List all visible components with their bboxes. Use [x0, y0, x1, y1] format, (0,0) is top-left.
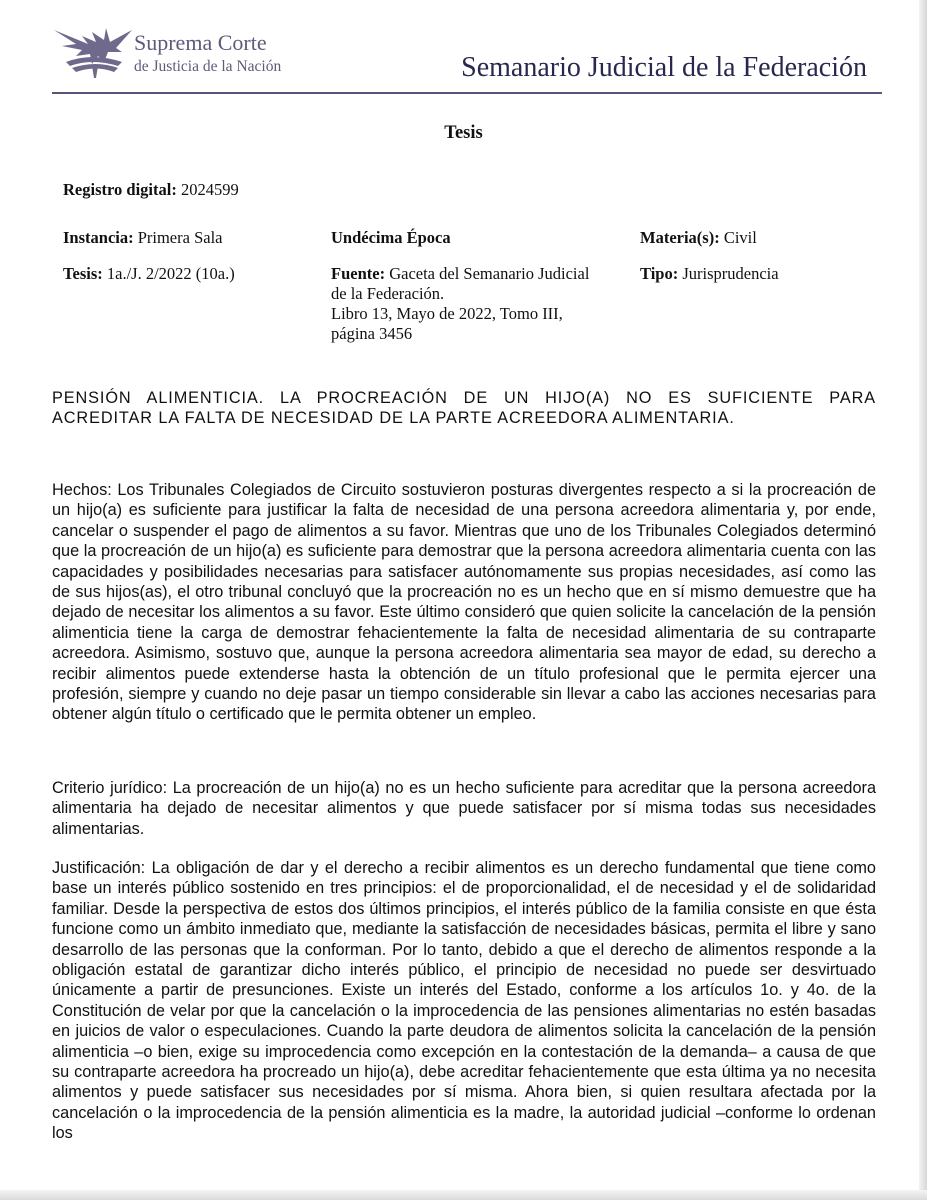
registro-field	[63, 180, 239, 200]
instancia-label: Instancia:	[63, 228, 134, 247]
org-subname: de Justicia de la Nación	[134, 58, 282, 75]
epoca-field	[331, 228, 451, 248]
instancia-field	[63, 228, 222, 248]
page-edge-shadow	[919, 0, 927, 1200]
tesis-field	[63, 264, 235, 284]
materia-label: Materia(s):	[640, 228, 720, 247]
fuente-value-line3: Libro 13, Mayo de 2022, Tomo III,	[331, 304, 563, 323]
thesis-headline: PENSIÓN ALIMENTICIA. LA PROCREACIÓN DE UN HIJO(A) NO ES SUFICIENTE PARA ACREDITAR LA FALTA DE NECESIDAD DE LA PARTE ACREEDORA ALIMENTARIA.	[52, 389, 876, 427]
registro-value: 2024599	[180, 180, 239, 199]
tipo-field	[640, 264, 779, 284]
fuente-label: Fuente:	[331, 264, 386, 283]
eagle-seal-icon	[52, 22, 142, 80]
tesis-value: 1a./J. 2/2022 (10a.)	[106, 264, 235, 283]
epoca-label: Undécima Época	[331, 228, 451, 247]
header-divider	[52, 92, 882, 94]
org-name: Suprema Corte	[134, 30, 267, 55]
registro-label: Registro digital:	[63, 180, 177, 199]
hechos-paragraph: Hechos: Los Tribunales Colegiados de Circuito sostuvieron posturas divergentes respecto a si la procreación de un hijo(a) es suficiente para justificar la falta de necesidad de una persona acreedora alimentaria y, por ende, cancelar o suspender el pago de alimentos a su favor. Mientras que uno de los Tribunales Colegiados determinó que la procreación de un hijo(a) es suficiente para demostrar que la persona acreedora alimentaria cuenta con las capacidades y posibilidades necesarias para satisfacer autónomamente sus propias necesidades, así como las de sus hijos(as), el otro tribunal concluyó que la procreación no es un hecho que en sí mismo demuestre que ha dejado de necesitar los alimentos a su favor. Este último consideró que quien solicite la cancelación de la pensión alimenticia tiene la carga de demostrar fehacientemente la falta de necesidad alimentaria de su contraparte acreedora. Asimismo, sostuvo que, aunque la persona acreedora alimentaria sea mayor de edad, su derecho a recibir alimentos puede extenderse hasta la obtención de un título profesional que le permita ejercer una profesión, siempre y cuando no deje pasar un tiempo considerable sin llevar a cabo las acciones necesarias para obtener algún título o certificado que le permita obtener un empleo.	[52, 481, 876, 724]
document-type-title: Tesis	[444, 123, 483, 143]
fuente-value-line1: Gaceta del Semanario Judicial	[389, 264, 590, 283]
instancia-value: Primera Sala	[137, 228, 223, 247]
tipo-value: Jurisprudencia	[682, 264, 779, 283]
justificacion-paragraph: Justificación: La obligación de dar y el derecho a recibir alimentos es un derecho fundamental que tiene como base un interés público sostenido en tres principios: el de proporcionalidad, el de necesidad y el de solidaridad familiar. Desde la perspectiva de estos dos últimos principios, el interés público de la familia consiste en que ésta funcione como un ámbito inmediato que, mediante la satisfacción de necesidades básicas, permita el libre y sano desarrollo de las personas que la conforman. Por lo tanto, debido a que el derecho de alimentos responde a la obligación estatal de garantizar dicho interés público, el principio de necesidad no puede ser desvirtuado únicamente a partir de presunciones. Existe un interés del Estado, conforme a los artículos 1o. y 4o. de la Constitución de velar por que la cancelación o la improcedencia de las pensiones alimentarias no estén basadas en juicios de valor o especulaciones. Cuando la parte deudora de alimentos solicita la cancelación de la pensión alimenticia –o bien, exige su improcedencia como excepción en la contestación de la demanda– a causa de que su contraparte acreedora ha procreado un hijo(a), debe acreditar fehacientemente que esta última ya no necesita alimentos y puede satisfacer sus necesidades por sí misma. Ahora bien, si quien resultara afectada por la cancelación o la improcedencia de la pensión alimenticia es la madre, la autoridad judicial –conforme lo ordenan los	[52, 859, 876, 1143]
fuente-value-line2: de la Federación.	[331, 284, 445, 303]
tesis-label: Tesis:	[63, 264, 103, 283]
materia-value: Civil	[723, 228, 757, 247]
fuente-field	[331, 264, 631, 344]
materia-field	[640, 228, 757, 248]
fuente-value-line4: página 3456	[331, 324, 413, 343]
criterio-paragraph: Criterio jurídico: La procreación de un hijo(a) no es un hecho suficiente para acreditar que la persona acreedora alimentaria ha dejado de necesitar alimentos y que puede satisfacer por sí misma todas sus necesidades alimentarias.	[52, 779, 876, 838]
tipo-label: Tipo:	[640, 264, 679, 283]
page-bottom-edge	[0, 1190, 927, 1200]
publication-title: Semanario Judicial de la Federación	[461, 52, 867, 83]
